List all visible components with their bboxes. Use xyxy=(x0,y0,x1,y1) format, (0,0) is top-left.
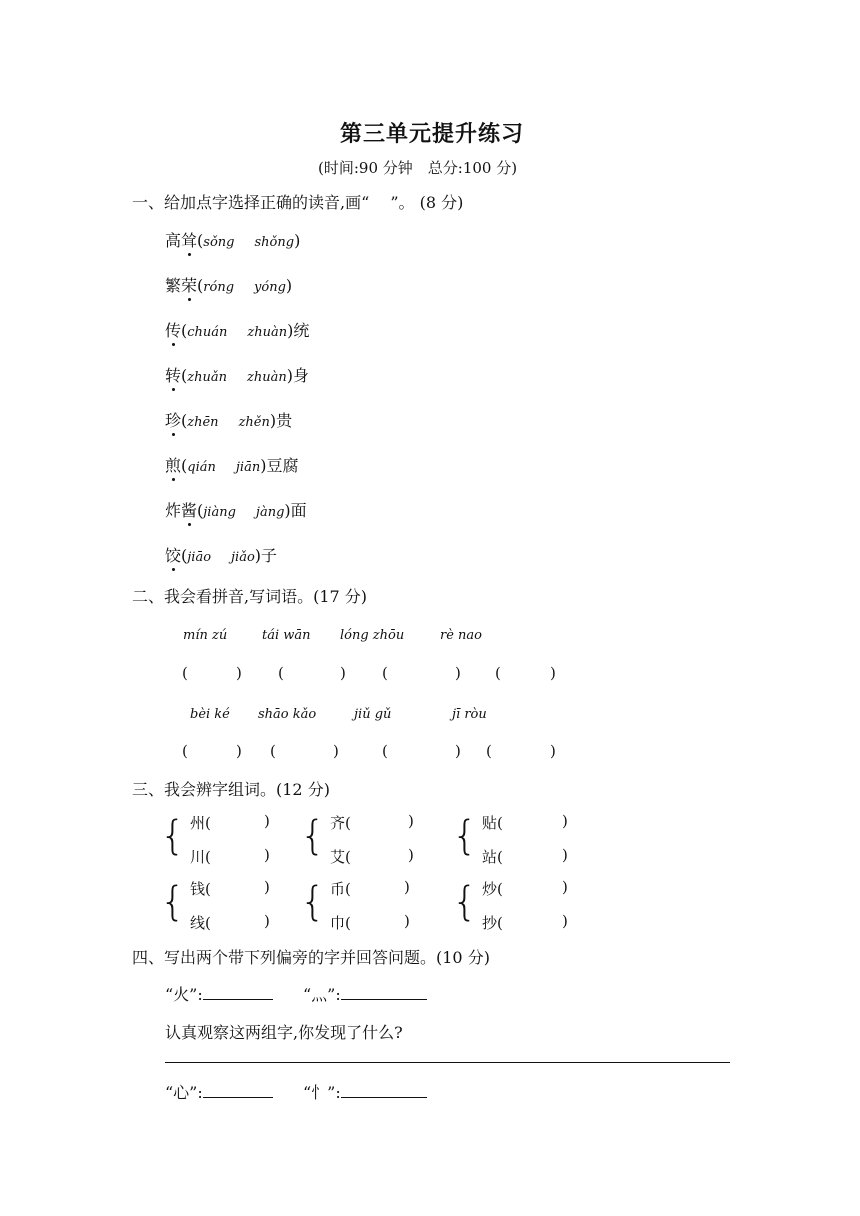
answer-paren-close[interactable]: ) xyxy=(264,878,270,896)
answer-blank-fire-dots[interactable] xyxy=(341,985,427,1000)
pinyin-prompt: tái wān xyxy=(262,628,311,643)
answer-paren-open[interactable]: ( xyxy=(382,742,388,760)
item-suffix: 贵 xyxy=(276,411,293,430)
word-group-char: 贴( xyxy=(482,814,503,832)
pinyin-choice-item: 传(chuán zhuàn)统 xyxy=(165,318,309,341)
item-prefix: 繁 xyxy=(165,276,182,295)
q3-heading: 三、我会辨字组词。(12 分) xyxy=(132,780,330,799)
answer-paren-close[interactable]: ) xyxy=(562,846,568,864)
answer-paren-close[interactable]: ) xyxy=(408,846,414,864)
answer-paren-open[interactable]: ( xyxy=(278,664,284,682)
answer-paren-close[interactable]: ) xyxy=(236,742,242,760)
pinyin-choice-item: 煎(qián jiān)豆腐 xyxy=(165,453,298,476)
dotted-character: 荣 xyxy=(181,273,197,296)
answer-paren-open[interactable]: ( xyxy=(382,664,388,682)
pinyin-option-2: shǒng xyxy=(254,235,295,250)
pinyin-option-2: jiǎo xyxy=(231,550,255,565)
answer-paren-close[interactable]: ) xyxy=(236,664,242,682)
item-suffix: 面 xyxy=(290,501,307,520)
pinyin-prompt: bèi ké xyxy=(190,707,230,722)
word-group-char: 线( xyxy=(190,914,211,932)
answer-paren-close[interactable]: ) xyxy=(455,742,461,760)
pinyin-option-1: sǒng xyxy=(203,235,235,250)
word-group-char: 州( xyxy=(190,814,211,832)
pinyin-choice-item: 炸酱(jiàng jàng)面 xyxy=(165,498,307,521)
answer-paren-open[interactable]: ( xyxy=(182,664,188,682)
brace: { xyxy=(160,879,186,925)
word-group-char: 巾( xyxy=(330,914,351,932)
pinyin-option-2: zhuàn xyxy=(247,325,288,340)
item-suffix: 身 xyxy=(292,366,309,385)
answer-paren-close[interactable]: ) xyxy=(264,846,270,864)
pinyin-option-2: zhěn xyxy=(238,415,270,430)
pinyin-option-1: jiàng xyxy=(203,505,236,520)
radical-fire: “火”: xyxy=(165,985,203,1004)
answer-paren-open[interactable]: ( xyxy=(486,742,492,760)
item-prefix: 炸 xyxy=(165,501,182,520)
answer-blank-fire[interactable] xyxy=(203,985,273,1000)
page-title: 第三单元提升练习 xyxy=(340,121,525,147)
answer-paren-close[interactable]: ) xyxy=(404,878,410,896)
pinyin-option-1: qián xyxy=(187,460,216,475)
answer-paren-open[interactable]: ( xyxy=(270,742,276,760)
dotted-character: 饺 xyxy=(165,543,181,566)
q2-heading: 二、我会看拼音,写词语。(17 分) xyxy=(132,587,368,606)
radical-heart: “心”: xyxy=(165,1083,203,1102)
pinyin-option-1: zhuǎn xyxy=(187,370,227,385)
word-group-char: 站( xyxy=(482,848,503,866)
brace: { xyxy=(452,813,478,859)
dotted-character: 煎 xyxy=(165,453,181,476)
answer-paren-close[interactable]: ) xyxy=(455,664,461,682)
pinyin-choice-item: 珍(zhēn zhěn)贵 xyxy=(165,408,292,431)
word-group-char: 炒( xyxy=(482,880,503,898)
pinyin-prompt: jī ròu xyxy=(452,707,487,722)
q4-line2 xyxy=(165,1080,427,1103)
pinyin-option-1: róng xyxy=(203,280,235,295)
answer-paren-close[interactable]: ) xyxy=(333,742,339,760)
pinyin-option-1: jiāo xyxy=(187,550,212,565)
pinyin-option-2: zhuàn xyxy=(246,370,287,385)
pinyin-prompt: jiǔ gǔ xyxy=(354,707,392,722)
answer-paren-close[interactable]: ) xyxy=(562,812,568,830)
answer-paren-open[interactable]: ( xyxy=(182,742,188,760)
brace: { xyxy=(160,813,186,859)
answer-paren-close[interactable]: ) xyxy=(562,878,568,896)
pinyin-prompt: lóng zhōu xyxy=(340,628,405,643)
q4-heading: 四、写出两个带下列偏旁的字并回答问题。(10 分) xyxy=(132,948,490,967)
q4-question: 认真观察这两组字,你发现了什么? xyxy=(165,1023,403,1042)
word-group-char: 钱( xyxy=(190,880,211,898)
pinyin-choice-item: 饺(jiāo jiǎo)子 xyxy=(165,543,277,566)
pinyin-choice-item: 繁荣(róng yóng) xyxy=(165,273,292,296)
answer-paren-close[interactable]: ) xyxy=(550,742,556,760)
pinyin-option-2: jàng xyxy=(255,505,285,520)
dotted-character: 传 xyxy=(165,318,181,341)
item-suffix: 豆腐 xyxy=(266,456,299,475)
pinyin-option-1: chuán xyxy=(187,325,228,340)
answer-paren-close[interactable]: ) xyxy=(264,812,270,830)
radical-heart-side: “忄”: xyxy=(302,1083,341,1102)
pinyin-option-1: zhēn xyxy=(187,415,219,430)
answer-paren-open[interactable]: ( xyxy=(495,664,501,682)
brace: { xyxy=(300,879,326,925)
q4-line1 xyxy=(165,982,427,1005)
pinyin-option-2: jiān xyxy=(235,460,261,475)
radical-fire-dots: “灬”: xyxy=(302,985,341,1004)
answer-paren-close[interactable]: ) xyxy=(340,664,346,682)
dotted-character: 酱 xyxy=(181,498,197,521)
item-prefix: 高 xyxy=(165,231,182,250)
pinyin-choice-item: 高耸(sǒng shǒng) xyxy=(165,228,300,251)
item-suffix: 子 xyxy=(261,546,278,565)
answer-paren-close[interactable]: ) xyxy=(404,912,410,930)
answer-blank-heart-side[interactable] xyxy=(341,1083,427,1098)
word-group-char: 艾( xyxy=(330,848,351,866)
dotted-character: 耸 xyxy=(181,228,197,251)
word-group-char: 币( xyxy=(330,880,351,898)
pinyin-prompt: mín zú xyxy=(183,628,228,643)
pinyin-prompt: rè nao xyxy=(440,628,482,643)
answer-blank-heart[interactable] xyxy=(203,1083,273,1098)
answer-paren-close[interactable]: ) xyxy=(264,912,270,930)
brace: { xyxy=(452,879,478,925)
answer-paren-close[interactable]: ) xyxy=(408,812,414,830)
word-group-char: 齐( xyxy=(330,814,351,832)
pinyin-prompt: shāo kǎo xyxy=(258,707,317,722)
answer-line[interactable] xyxy=(165,1062,730,1063)
page-subtitle: (时间:90 分钟 总分:100 分) xyxy=(318,159,518,177)
item-suffix: 统 xyxy=(293,321,310,340)
answer-paren-close[interactable]: ) xyxy=(562,912,568,930)
brace: { xyxy=(300,813,326,859)
q1-heading: 一、给加点字选择正确的读音,画“ ”。 (8 分) xyxy=(132,193,464,212)
pinyin-choice-item: 转(zhuǎn zhuàn)身 xyxy=(165,363,309,386)
word-group-char: 川( xyxy=(190,848,211,866)
dotted-character: 珍 xyxy=(165,408,181,431)
answer-paren-close[interactable]: ) xyxy=(550,664,556,682)
word-group-char: 抄( xyxy=(482,914,503,932)
pinyin-option-2: yóng xyxy=(254,280,286,295)
dotted-character: 转 xyxy=(165,363,181,386)
